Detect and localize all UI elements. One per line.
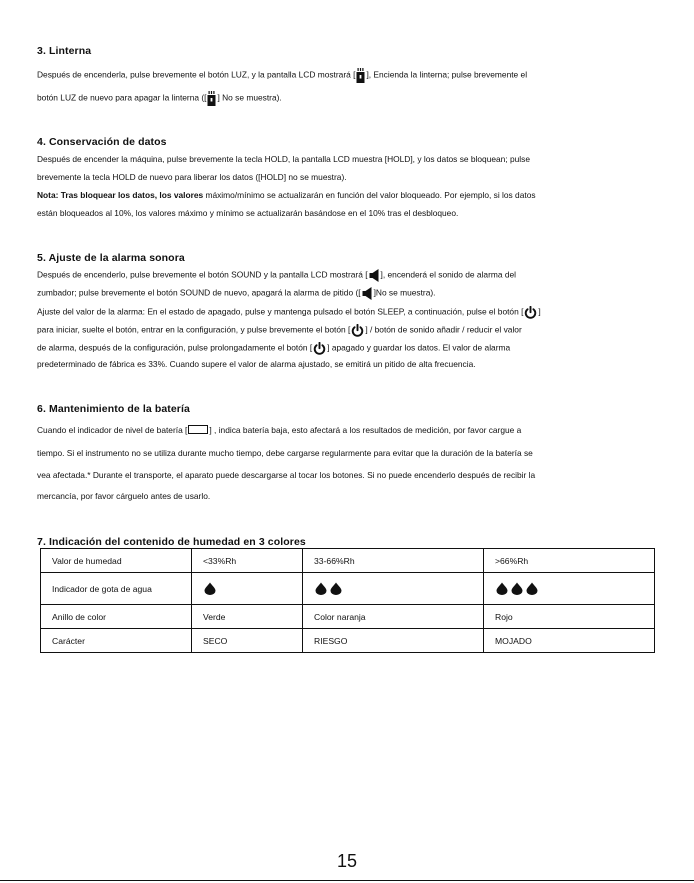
table-row — [41, 605, 655, 629]
text-fragment: ] , indica batería baja, esto afectará a los resultados de medición, por favor cargue a — [209, 425, 522, 435]
table-cell: SECO — [192, 629, 303, 653]
water-drop-icon — [329, 582, 343, 595]
text-fragment: ] apagado y guardar los datos. El valor de alarma — [327, 342, 511, 353]
section-5-line-3 — [37, 306, 658, 319]
table-cell: <33%Rh — [192, 549, 303, 573]
section-3-line-2 — [37, 91, 658, 106]
table-cell: 33-66%Rh — [303, 549, 484, 573]
table-cell: Verde — [192, 605, 303, 629]
section-4-line-1: Después de encender la máquina, pulse brevemente la tecla HOLD, la pantalla LCD muestra [HOLD], y los datos se bloquean; pulse — [37, 154, 531, 164]
section-6-line-3: vea afectada.* Durante el transporte, el aparato puede descargarse al tocar los botones. Si no puede encenderlo después de recibir la — [37, 470, 536, 480]
section-4-line-4: están bloqueados al 10%, los valores máximo y mínimo se actualizarán basándose en el 10% tras el desbloqueo. — [37, 208, 459, 218]
text-fragment: máximo/mínimo se actualizarán en función del valor bloqueado. Por ejemplo, si los datos — [203, 190, 536, 200]
page-number: 15 — [336, 851, 358, 871]
table-row — [41, 629, 655, 653]
table-row — [41, 573, 655, 605]
table-cell: Carácter — [41, 629, 192, 653]
water-drop-icon — [495, 582, 509, 595]
section-4-line-2: brevemente la tecla HOLD de nuevo para liberar los datos ([HOLD] no se muestra). — [37, 172, 347, 182]
note-label: Nota: Tras bloquear los datos, los valores — [37, 190, 204, 200]
table-cell: Rojo — [484, 605, 655, 629]
text-fragment: Ajuste del valor de la alarma: En el estado de apagado, pulse y mantenga pulsado el botón SLEEP, a continuación, pulse el botón [ — [37, 306, 524, 317]
text-fragment: botón LUZ de nuevo para apagar la linterna ([ — [37, 92, 207, 103]
section-6-line-2: tiempo. Si el instrumento no se utiliza durante mucho tiempo, debe cargarse regularmente para evitar que la duración de la batería se — [37, 448, 533, 458]
power-icon — [524, 306, 537, 319]
humidity-table — [40, 548, 655, 653]
text-fragment: ] No se muestra). — [217, 92, 282, 103]
section-7-heading: 7. Indicación del contenido de humedad en 3 colores — [37, 536, 306, 548]
text-fragment: Después de encenderlo, pulse brevemente el botón SOUND y la pantalla LCD mostrará [ — [37, 269, 368, 280]
table-cell: Valor de humedad — [41, 549, 192, 573]
text-fragment: de alarma, después de la configuración, pulse prolongadamente el botón [ — [37, 342, 313, 353]
text-fragment: ] / botón de sonido añadir / reducir el valor — [365, 324, 522, 335]
power-icon — [313, 342, 326, 355]
table-cell: Indicador de gota de agua — [41, 573, 192, 605]
section-5-line-2 — [37, 287, 658, 300]
table-cell: Color naranja — [303, 605, 484, 629]
text-fragment: ] — [538, 306, 541, 317]
section-4-line-3 — [37, 190, 658, 201]
section-6-line-1 — [37, 425, 658, 436]
speaker-icon — [369, 269, 380, 282]
section-5-line-1 — [37, 269, 658, 282]
text-fragment: ]No se muestra). — [373, 287, 436, 298]
drop-cell-high — [484, 573, 655, 605]
battery-icon — [188, 425, 208, 434]
section-6-line-4: mercancía, por favor cárguelo antes de usarlo. — [37, 491, 211, 501]
drop-cell-low — [192, 573, 303, 605]
drop-cell-mid — [303, 573, 484, 605]
section-5-line-6: predeterminado de fábrica es 33%. Cuando supere el valor de alarma ajustado, se emitirá un pitido de alta frecuencia. — [37, 359, 476, 369]
flashlight-icon — [207, 91, 216, 106]
text-fragment: Cuando el indicador de nivel de batería [ — [37, 425, 188, 435]
section-5-line-5 — [37, 342, 658, 355]
table-cell: MOJADO — [484, 629, 655, 653]
section-4-heading: 4. Conservación de datos — [37, 136, 167, 148]
flashlight-icon — [356, 68, 365, 83]
text-fragment: para iniciar, suelte el botón, entrar en la configuración, y pulse brevemente el botón [ — [37, 324, 351, 335]
table-cell: RIESGO — [303, 629, 484, 653]
power-icon — [351, 324, 364, 337]
water-drop-icon — [510, 582, 524, 595]
bottom-rule — [0, 880, 694, 881]
text-fragment: Después de encenderla, pulse brevemente el botón LUZ, y la pantalla LCD mostrará [ — [37, 69, 356, 80]
section-5-heading: 5. Ajuste de la alarma sonora — [37, 252, 185, 264]
water-drop-icon — [203, 582, 217, 595]
text-fragment: ], encenderá el sonido de alarma del — [380, 269, 517, 280]
section-3-heading: 3. Linterna — [37, 45, 92, 57]
table-cell: Anillo de color — [41, 605, 192, 629]
water-drop-icon — [314, 582, 328, 595]
section-6-heading: 6. Mantenimiento de la batería — [37, 403, 190, 415]
table-row — [41, 549, 655, 573]
text-fragment: ], Encienda la linterna; pulse brevemente el — [366, 69, 528, 80]
speaker-icon — [362, 287, 373, 300]
section-5-line-4 — [37, 324, 658, 337]
text-fragment: zumbador; pulse brevemente el botón SOUND de nuevo, apagará la alarma de pitido ([ — [37, 287, 361, 298]
water-drop-icon — [525, 582, 539, 595]
section-3-line-1 — [37, 68, 658, 83]
table-cell: >66%Rh — [484, 549, 655, 573]
